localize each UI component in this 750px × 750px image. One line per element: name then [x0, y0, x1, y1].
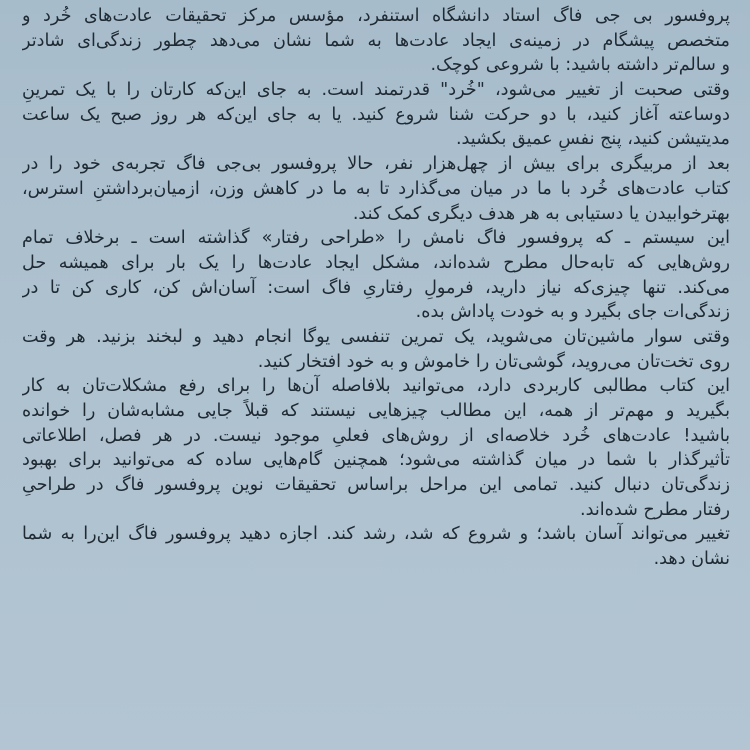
text-line: وقتی صحبت از تغییر می‌شود، "خُرد" قدرتمند است. به جای این‌که کارتان را با یک تمرینِ	[22, 80, 730, 101]
paragraph-book-content	[22, 374, 730, 522]
text-line: زندگی‌ات جای بگیرد و به خودت پاداش بده.	[415, 302, 730, 323]
text-line: و سالم‌تر داشته باشید: با شروعی کوچک.	[430, 55, 730, 76]
text-line: رفتار مطرح شده‌اند.	[580, 499, 730, 520]
paragraph-behavior-design	[22, 226, 730, 325]
paragraph-tiny-power	[22, 78, 730, 152]
text-line: بگیرید و مهم‌تر از همه، این مطالب چیزهایی نیستند که قبلاً جایی مشابه‌شان را خوانده	[22, 401, 730, 421]
text-line: باشید! عادت‌های خُرد خلاصه‌ای از روش‌های فعلیِ موجود نیست. در هر فصل، اطلاعاتی	[22, 425, 730, 446]
text-line: می‌کند. تنها چیزی‌که نیاز دارید، فرمولِ رفتاریِ فاگ است: آسان‌اش کن، کاری کن تا در	[22, 277, 730, 298]
text-line: وقتی سوار ماشین‌تان می‌شوید، یک تمرین تنفسی یوگا انجام دهید و لبخند بزنید. هر وقت	[22, 326, 730, 347]
text-line: متخصص پیشگام در زمینه‌ی ایجاد عادت‌ها به شما نشان می‌دهد چطور زندگی‌ای شادتر	[22, 30, 730, 51]
text-line: زندگی‌تان دنبال کنید. تمامی این مراحل براساس تحقیقات نوین پروفسور فاگ در طراحیِ	[22, 475, 730, 496]
text-line: مدیتیشن کنید، پنج نفسِ عمیق بکشید.	[455, 129, 730, 150]
text-line: پروفسور بی جی فاگ استاد دانشگاه استنفرد، مؤسس مرکز تحقیقات عادت‌های خُرد و	[22, 6, 730, 26]
text-line: تغییر می‌تواند آسان باشد؛ و شروع که شد، رشد کند. اجازه دهید پروفسور فاگ این‌را به شما	[22, 524, 730, 545]
text-line: دوساعته آغاز کنید، با دو حرکت شنا شروع کنید. یا به جای این‌که هر روز صبح یک ساعت	[22, 104, 730, 125]
text-line: این کتاب مطالبی کاربردی دارد، می‌توانید بلافاصله آن‌ها را برای رفع مشکلات‌تان به کار	[22, 376, 730, 397]
text-line: روی تخت‌تان می‌روید، گوشی‌تان را خاموش و به خود افتخار کنید.	[257, 351, 730, 372]
text-line: روش‌هایی که تابه‌حال مطرح شده‌اند، مشکل ایجاد عادت‌ها را یک بار برای همیشه حل	[22, 252, 730, 273]
paragraph-closing	[22, 522, 730, 571]
text-line: نشان دهد.	[653, 549, 730, 570]
text-line: بعد از مربیگری برای بیش از چهل‌هزار نفر، حالا پروفسور بی‌جی فاگ تجربه‌ی خود را در	[22, 154, 730, 175]
text-line: این سیستم ـ که پروفسور فاگ نامش را «طراحی رفتار» گذاشته است ـ برخلاف تمام	[22, 228, 730, 249]
text-line: کتاب عادت‌های خُرد با ما در میان می‌گذارد تا به ما در کاهش وزن، ازمیان‌برداشتنِ استرس،	[22, 178, 730, 199]
paragraph-intro	[22, 4, 730, 78]
text-line: بهترخوابیدن یا دستیابی به هر هدف دیگری کمک کند.	[352, 203, 730, 224]
paragraph-examples	[22, 325, 730, 374]
text-line: تأثیرگذار با شما در میان گذاشته می‌شود؛ همچنین گام‌هایی ساده که می‌توانید برای بهبود	[22, 450, 730, 471]
paragraph-coaching	[22, 152, 730, 226]
